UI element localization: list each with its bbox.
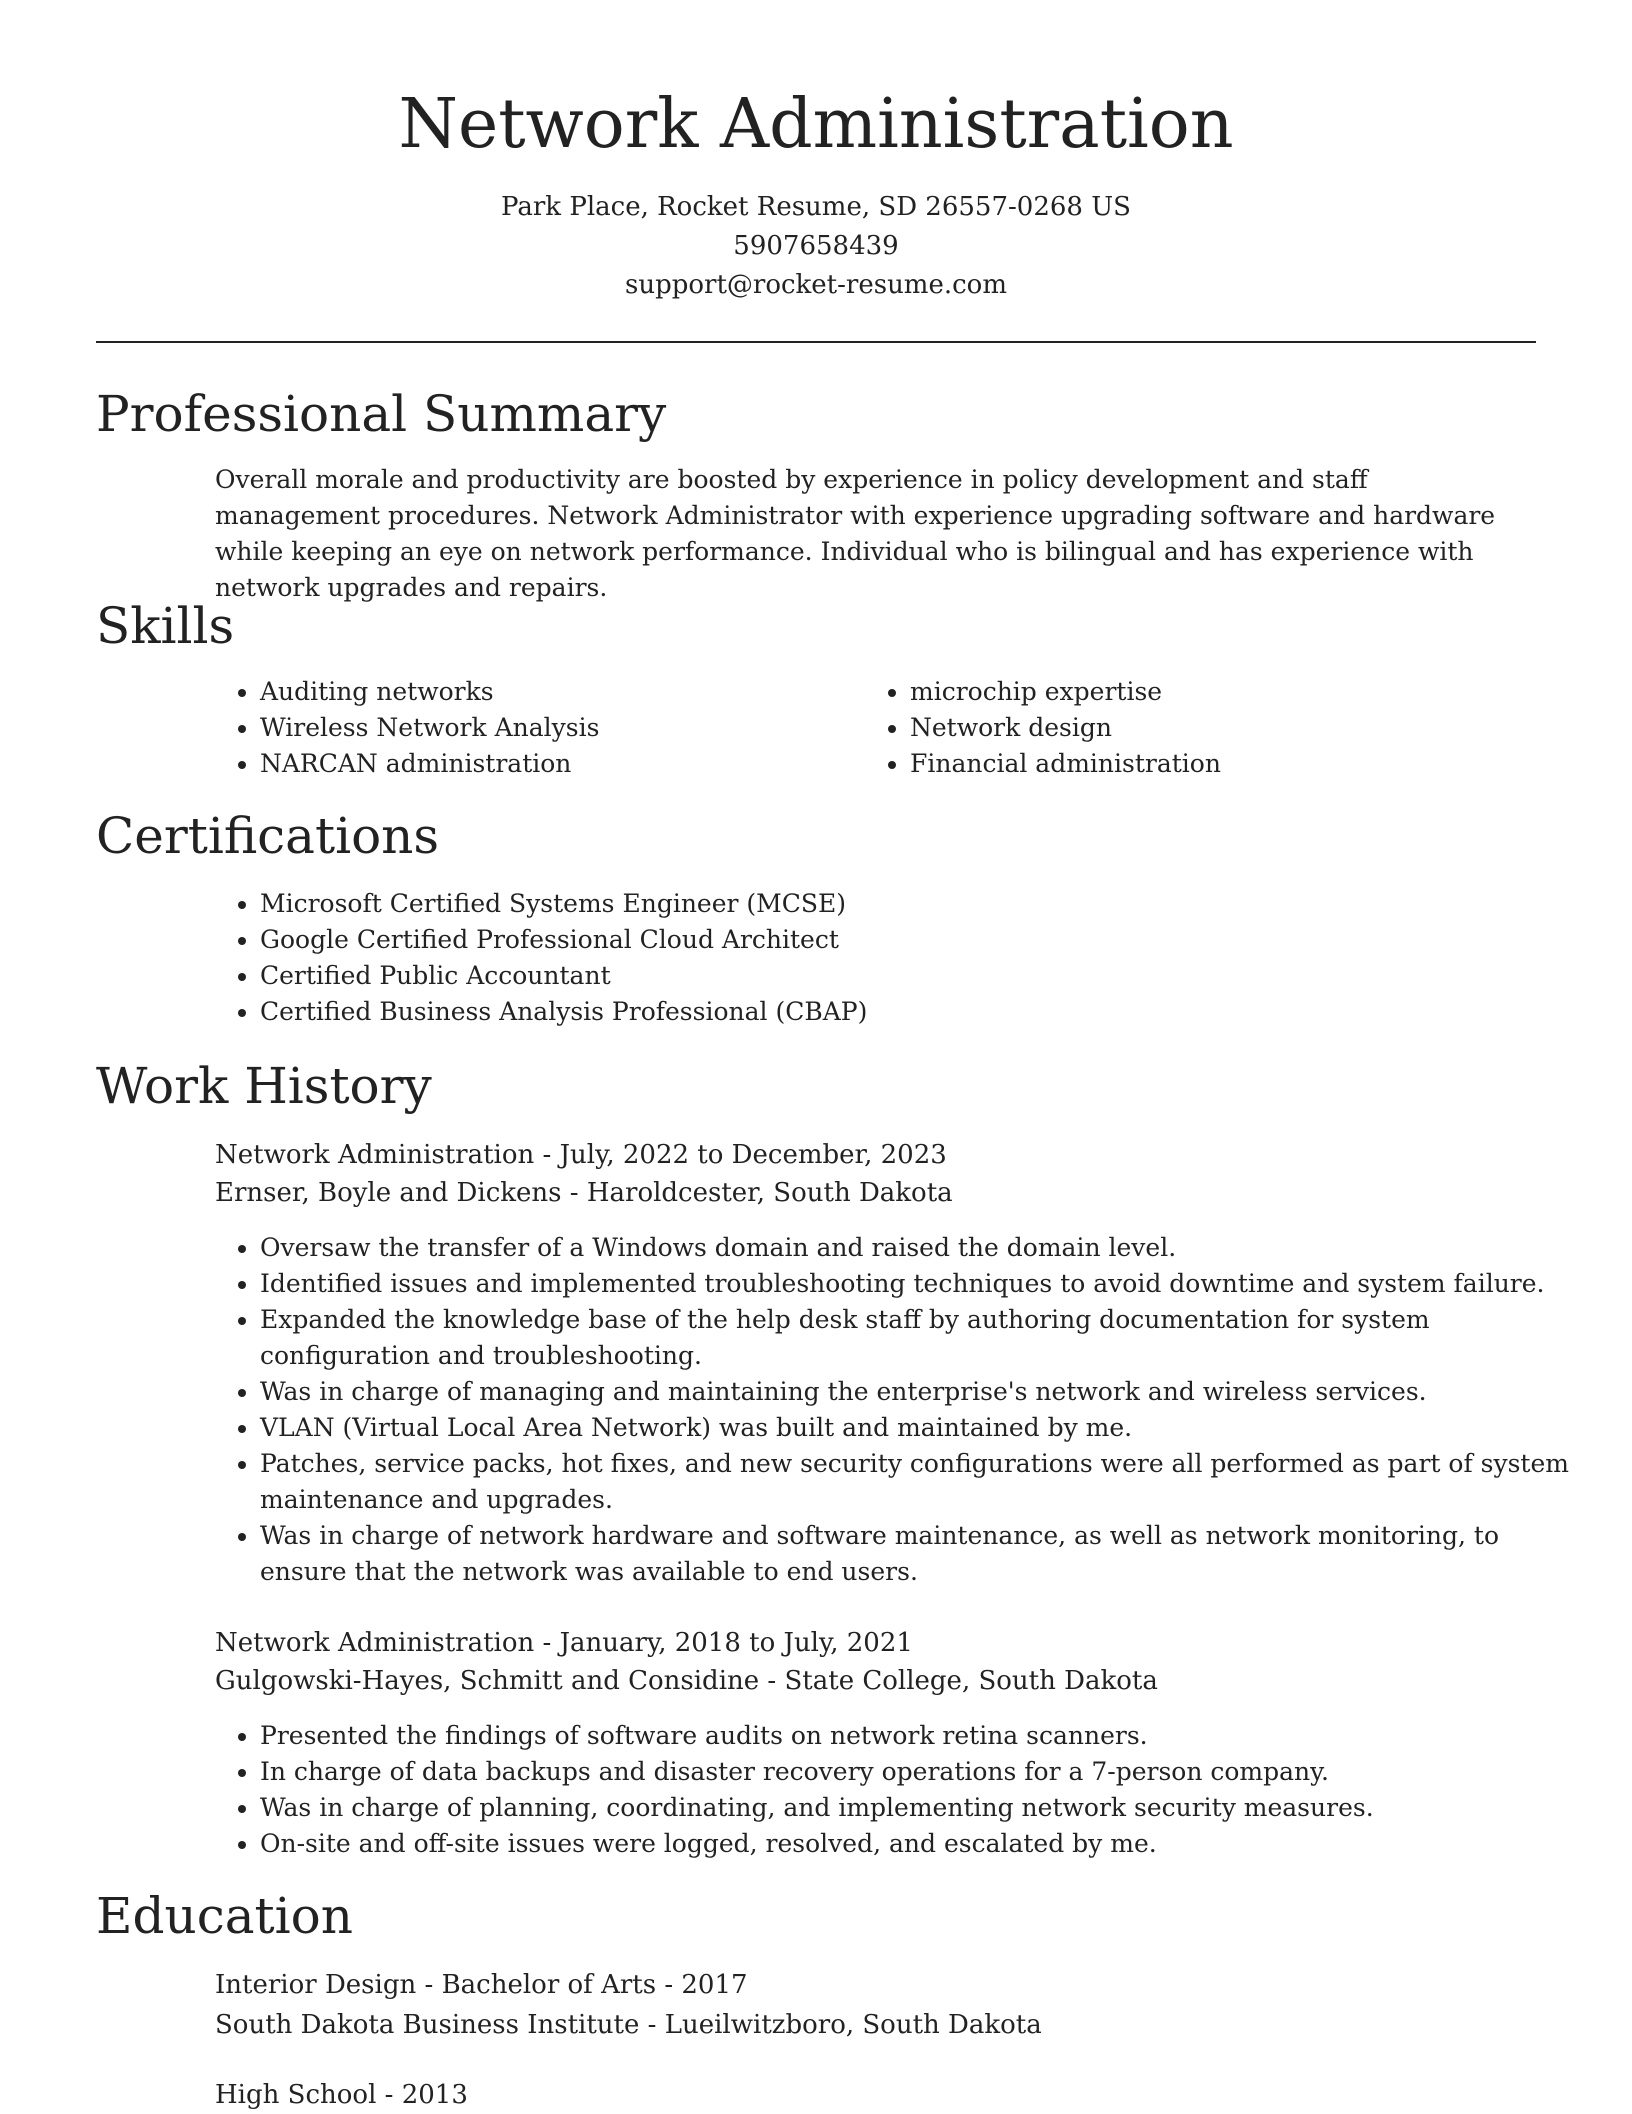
job-location: Haroldcester, South Dakota [586, 1178, 953, 1208]
education-degree: Bachelor of Arts [441, 1970, 657, 2000]
job-role: Network Administration [215, 1140, 535, 1170]
certification-item: • Microsoft Certified Systems Engineer (MCSE) [260, 886, 1460, 922]
education-field: Interior Design [215, 1970, 417, 2000]
job-bullet: • Was in charge of network hardware and software maintenance, as well as network monitoring, to ensure that the network was available to end users. [260, 1518, 1580, 1590]
certification-item: • Certified Business Analysis Professional (CBAP) [260, 994, 1460, 1030]
skill-item: • NARCAN administration [260, 746, 860, 782]
address: Park Place, Rocket Resume, SD 26557-0268 US [501, 192, 1131, 222]
job-bullet: • Identified issues and implemented troubleshooting techniques to avoid downtime and system failure. [260, 1266, 1580, 1302]
education-location: Lueilwitzboro, South Dakota [664, 2010, 1042, 2040]
email: support@rocket-resume.com [624, 270, 1007, 300]
job-bullet: • On-site and off-site issues were logged, resolved, and escalated by me. [260, 1826, 1580, 1862]
work-history-heading: Work History [96, 1057, 432, 1115]
education-heading: Education [96, 1887, 353, 1945]
education-degree-line: High School - 2013 [215, 2080, 468, 2110]
job-dates: July, 2022 to December, 2023 [559, 1140, 947, 1170]
skills-heading: Skills [96, 597, 235, 655]
job-bullet: • Presented the findings of software audits on network retina scanners. [260, 1718, 1580, 1754]
candidate-name: Network Administration [398, 85, 1234, 164]
job-bullet: • Oversaw the transfer of a Windows domain and raised the domain level. [260, 1230, 1580, 1266]
skill-item: • Auditing networks [260, 674, 860, 710]
education-year: 2017 [681, 1970, 748, 2000]
job-company-line: Ernser, Boyle and Dickens - Haroldcester, South Dakota [215, 1178, 953, 1208]
skill-item: • Network design [910, 710, 1510, 746]
job-bullet: • Was in charge of managing and maintaining the enterprise's network and wireless services. [260, 1374, 1580, 1410]
skill-item: • microchip expertise [910, 674, 1510, 710]
job-title-line: Network Administration - July, 2022 to December, 2023 [215, 1140, 947, 1170]
certification-item: • Certified Public Accountant [260, 958, 1460, 994]
job-role: Network Administration [215, 1628, 535, 1658]
education-degree-line: Interior Design - Bachelor of Arts - 2017 [215, 1970, 748, 2000]
resume-header [0, 80, 1632, 305]
job-dates: January, 2018 to July, 2021 [559, 1628, 913, 1658]
skill-item: • Wireless Network Analysis [260, 710, 860, 746]
skill-item: • Financial administration [910, 746, 1510, 782]
education-school-line: South Dakota Business Institute - Lueilwitzboro, South Dakota [215, 2010, 1042, 2040]
header-divider [96, 341, 1536, 343]
contact-info [0, 188, 1632, 305]
job-company: Gulgowski-Hayes, Schmitt and Considine [215, 1666, 760, 1696]
education-school: South Dakota Business Institute [215, 2010, 640, 2040]
certifications-heading: Certifications [96, 807, 440, 865]
job-location: State College, South Dakota [784, 1666, 1158, 1696]
skills-list-left [215, 674, 860, 782]
job-bullets [215, 1718, 1580, 1862]
summary-heading: Professional Summary [96, 385, 667, 443]
job-bullet: • Patches, service packs, hot fixes, and new security configurations were all performed as part of system maintenance and upgrades. [260, 1446, 1580, 1518]
summary-text: Overall morale and productivity are boosted by experience in policy development and staff management procedures. Network Administrator with experience upgrading software and hardware while keeping an eye on network performance. Individual who is bilingual and has experience with network upgrades and repairs. [215, 465, 1496, 602]
certification-item: • Google Certified Professional Cloud Architect [260, 922, 1460, 958]
job-bullet: • Expanded the knowledge base of the help desk staff by authoring documentation for system configuration and troubleshooting. [260, 1302, 1580, 1374]
education-field: High School [215, 2080, 377, 2110]
certifications-list [215, 886, 1460, 1030]
skills-list-right [865, 674, 1510, 782]
education-year: 2013 [401, 2080, 468, 2110]
job-bullets [215, 1230, 1580, 1590]
job-bullet: • Was in charge of planning, coordinating, and implementing network security measures. [260, 1790, 1580, 1826]
phone: 5907658439 [733, 231, 899, 261]
job-bullet: • VLAN (Virtual Local Area Network) was built and maintained by me. [260, 1410, 1580, 1446]
job-bullet: • In charge of data backups and disaster recovery operations for a 7-person company. [260, 1754, 1580, 1790]
job-title-line: Network Administration - January, 2018 to July, 2021 [215, 1628, 913, 1658]
job-company-line: Gulgowski-Hayes, Schmitt and Considine - State College, South Dakota [215, 1666, 1158, 1696]
job-company: Ernser, Boyle and Dickens [215, 1178, 562, 1208]
